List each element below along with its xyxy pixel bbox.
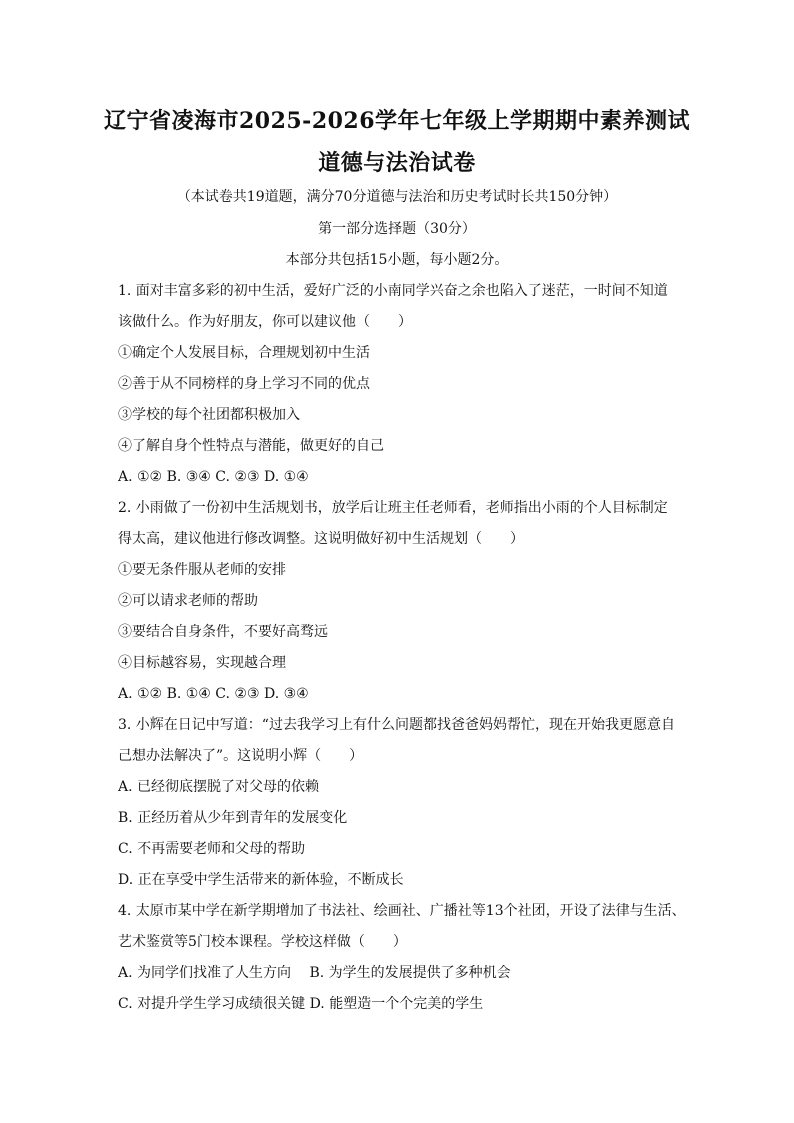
question-2-statement-4: ④目标越容易，实现越合理 <box>118 655 286 671</box>
question-3-choice-c: C. 不再需要老师和父母的帮助 <box>118 841 306 857</box>
question-4-stem-line-2: 艺术鉴赏等5门校本课程。学校这样做（ ） <box>118 934 407 950</box>
question-3-stem-line-2: 己想办法解决了”。这说明小辉（ ） <box>118 748 364 764</box>
question-2-stem-line-1: 2. 小雨做了一份初中生活规划书，放学后让班主任老师看，老师指出小雨的个人目标制定 <box>118 500 668 516</box>
question-2-statement-2: ②可以请求老师的帮助 <box>118 593 258 609</box>
question-2-statement-1: ①要无条件服从老师的安排 <box>118 562 286 578</box>
exam-note: （本试卷共19道题，满分70分道德与法治和历史考试时长共150分钟） <box>176 189 618 205</box>
exam-subject-title: 道德与法治试卷 <box>318 150 476 176</box>
question-1-stem-line-2: 该做什么。作为好朋友，你可以建议他（ ） <box>118 314 412 330</box>
question-1-statement-2: ②善于从不同榜样的身上学习不同的优点 <box>118 376 370 392</box>
question-1-statement-3: ③学校的每个社团都积极加入 <box>118 407 300 423</box>
question-4-stem-line-1: 4. 太原市某中学在新学期增加了书法社、绘画社、广播社等13个社团，开设了法律与生活、 <box>118 903 686 919</box>
question-3-choice-d: D. 正在享受中学生活带来的新体验，不断成长 <box>118 872 404 888</box>
question-2-options: A. ①② B. ①④ C. ②③ D. ③④ <box>118 686 309 702</box>
part-title: 第一部分选择题（30分） <box>318 221 476 237</box>
question-3-choice-a: A. 已经彻底摆脱了对父母的依赖 <box>118 779 320 795</box>
exam-title: 辽宁省凌海市2025-2026学年七年级上学期期中素养测试 <box>103 108 691 134</box>
question-1-statement-4: ④了解自身个性特点与潜能，做更好的自己 <box>118 438 384 454</box>
question-2-statement-3: ③要结合自身条件，不要好高骛远 <box>118 624 328 640</box>
question-1-statement-1: ①确定个人发展目标，合理规划初中生活 <box>118 345 370 361</box>
question-2-stem-line-2: 得太高，建议他进行修改调整。这说明做好初中生活规划（ ） <box>118 531 524 547</box>
question-list <box>118 280 688 1024</box>
question-4-choices-ab: A. 为同学们找准了人生方向 B. 为学生的发展提供了多种机会 <box>118 965 511 981</box>
part-note: 本部分共包括15小题，每小题2分。 <box>285 252 509 268</box>
question-4-choices-cd: C. 对提升学生学习成绩很关键 D. 能塑造一个个完美的学生 <box>118 996 484 1012</box>
question-1-options: A. ①② B. ③④ C. ②③ D. ①④ <box>118 469 309 485</box>
question-1-stem-line-1: 1. 面对丰富多彩的初中生活，爱好广泛的小南同学兴奋之余也陷入了迷茫，一时间不知道 <box>118 283 668 299</box>
question-3-choice-b: B. 正经历着从少年到青年的发展变化 <box>118 810 348 826</box>
question-3-stem-line-1: 3. 小辉在日记中写道：“过去我学习上有什么问题都找爸爸妈妈帮忙，现在开始我更愿意自 <box>118 717 675 733</box>
